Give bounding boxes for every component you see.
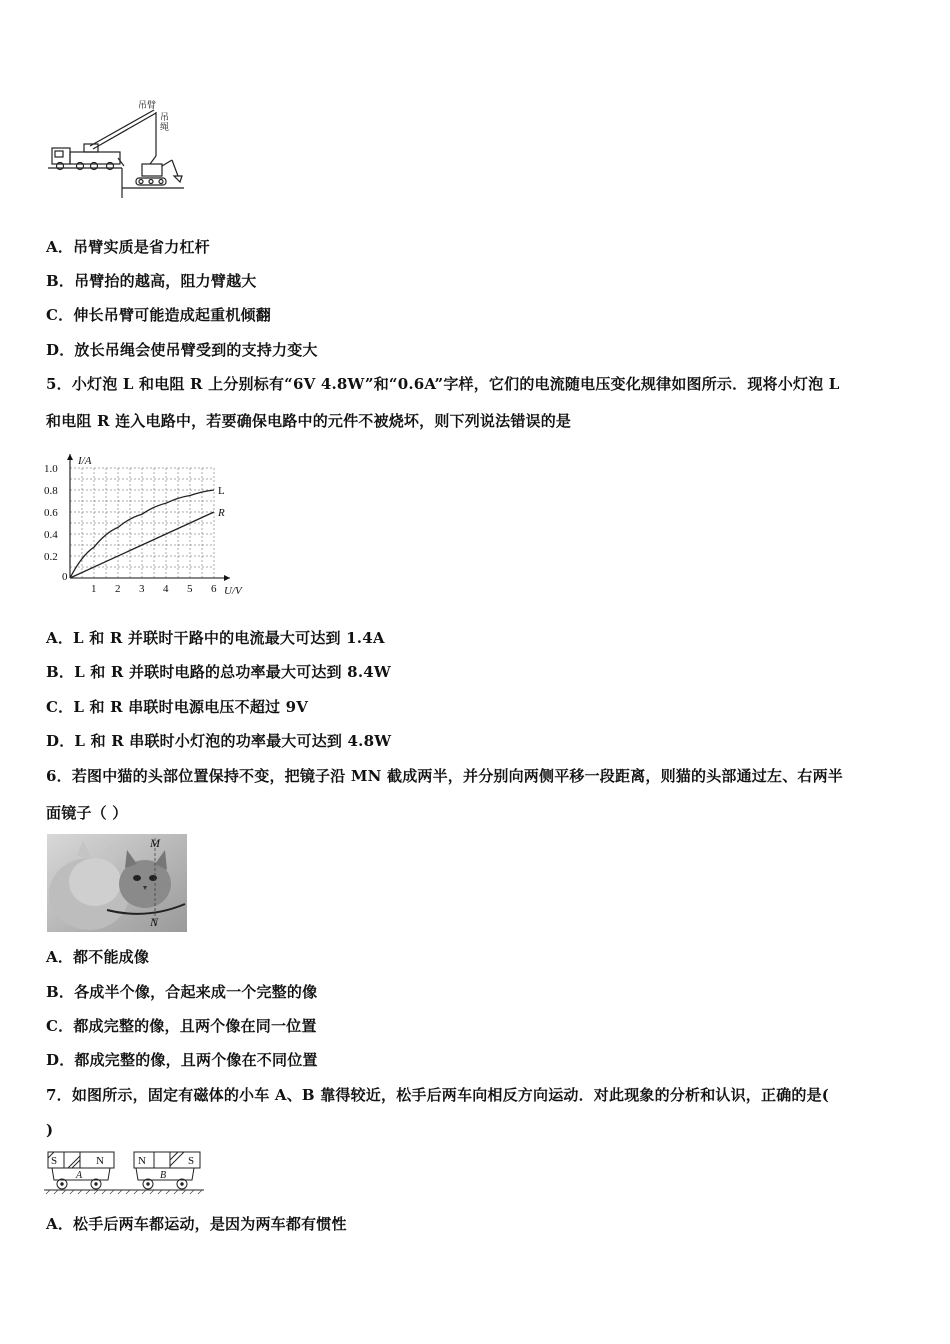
q5-option-c: C．L 和 R 串联时电源电压不超过 9V [46,698,309,716]
iv-chart [40,446,260,598]
q7-stem-line2: ) [46,1121,54,1139]
q6-option-a: A．都不能成像 [46,948,150,966]
crane-arm-label: 吊臂 [138,100,157,110]
q5-stem-line2: 和电阻 R 连入电路中，若要确保电路中的元件不被烧坏，则下列说法错误的是 [46,412,572,430]
cart-a-n-pole: N [96,1155,104,1167]
y-tick-label: 1.0 [44,463,58,475]
x-tick-label: 3 [139,583,145,595]
crane-rope-label [160,112,171,132]
series-label-l: L [218,485,225,497]
q6-stem-line1: 6．若图中猫的头部位置保持不变，把镜子沿 MN 截成两半，并分别向两侧平移一段距离，则猫的头部通过左、右两半 [46,767,844,785]
q5-option-d: D．L 和 R 串联时小灯泡的功率最大可达到 4.8W [46,732,392,750]
magnet-carts-figure [44,1150,208,1200]
q6-option-c: C．都成完整的像，且两个像在同一位置 [46,1017,317,1035]
y-tick-label: 0.4 [44,529,58,541]
x-axis-label: U/V [224,585,242,597]
q4-option-a: A．吊臂实质是省力杠杆 [46,238,210,256]
q6-option-d: D．都成完整的像，且两个像在不同位置 [46,1051,318,1069]
cart-a-label: A [76,1170,83,1181]
q6-stem-line2: 面镜子（ ） [46,804,128,822]
mirror-label-m: M [150,836,160,850]
cart-b-label: B [160,1170,167,1181]
x-tick-label: 2 [115,583,121,595]
cat-mirror-photo [47,834,187,932]
y-tick-label: 0.2 [44,551,58,563]
y-axis-arrow [67,454,73,460]
q4-option-b: B．吊臂抬的越高，阻力臂越大 [46,272,257,290]
q7-option-a: A．松手后两车都运动，是因为两车都有惯性 [46,1215,347,1233]
q6-option-b: B．各成半个像，合起来成一个完整的像 [46,983,318,1001]
q5-option-b: B．L 和 R 并联时电路的总功率最大可达到 8.4W [46,663,391,681]
q5-stem-line1: 5．小灯泡 L 和电阻 R 上分别标有“6V 4.8W”和“0.6A”字样，它们的电流随电压变化规律如图所示．现将小灯泡 L [46,375,840,393]
x-tick-label: 6 [211,583,217,595]
cart-b-n-pole: N [138,1155,146,1167]
x-tick-label: 0 [62,571,68,583]
mirror-label-n: N [150,915,159,929]
q4-option-c: C．伸长吊臂可能造成起重机倾翻 [46,306,271,324]
crane-rope-label-line2: 绳 [160,122,170,132]
cart-a-s-pole: S [51,1155,58,1167]
q4-option-d: D．放长吊绳会使吊臂受到的支持力变大 [46,341,318,359]
y-axis-label: I/A [78,455,92,467]
x-tick-label: 1 [91,583,97,595]
crane-rope-label-line1: 吊 [160,112,170,122]
x-tick-label: 4 [163,583,169,595]
y-tick-label: 0.6 [44,507,58,519]
x-axis-arrow [224,575,230,581]
cart-b-s-pole: S [188,1155,195,1167]
y-tick-label: 0.8 [44,485,58,497]
q5-option-a: A．L 和 R 并联时干路中的电流最大可达到 1.4A [46,629,385,647]
x-tick-label: 5 [187,583,193,595]
q7-stem-line1: 7．如图所示，固定有磁体的小车 A、B 靠得较近，松手后两车向相反方向运动．对此现象的分析和认识，正确的是( [46,1086,830,1104]
series-label-r: R [218,507,225,519]
crane-figure [46,96,186,200]
